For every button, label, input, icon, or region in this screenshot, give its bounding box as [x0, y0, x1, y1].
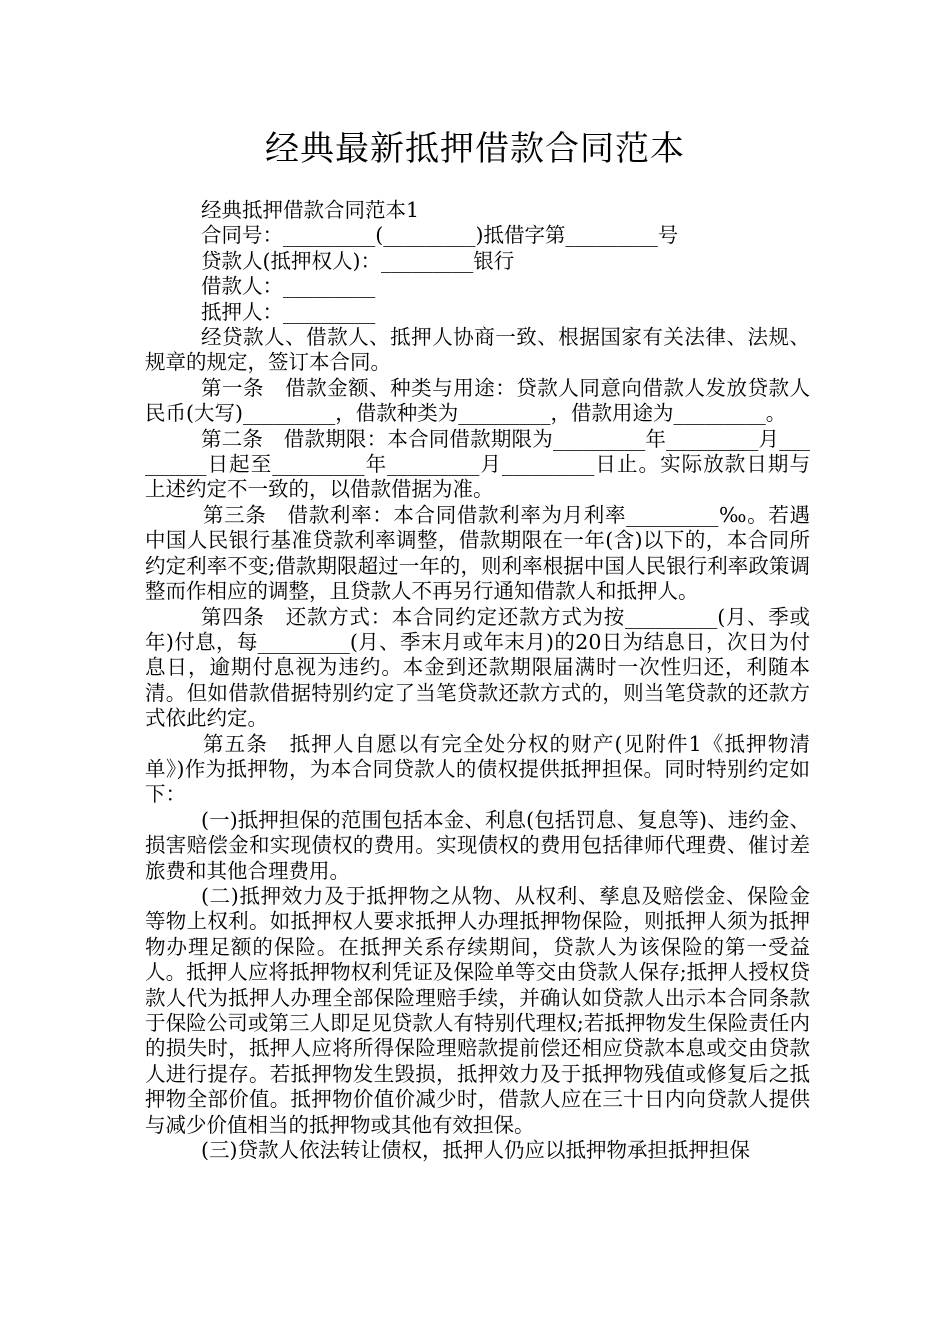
clause-1: (一)抵押担保的范围包括本金、利息(包括罚息、复息等)、违约金、损害赔偿金和实现债权的费用。实现债权的费用包括律师代理费、催讨差旅费和其他合理费用。	[145, 807, 810, 883]
clause-3: (三)贷款人依法转让债权，抵押人仍应以抵押物承担抵押担保	[201, 1138, 750, 1163]
borrower-line: 借款人：_________	[201, 274, 376, 299]
preamble-paragraph: 经贷款人、借款人、抵押人协商一致、根据国家有关法律、法规、规章的规定，签订本合同。	[145, 325, 810, 375]
document-body	[145, 198, 810, 1163]
clause-2: (二)抵押效力及于抵押物之从物、从权利、孳息及赔偿金、保险金等物上权利。如抵押权人要求抵押人办理抵押物保险，则抵押人须为抵押物办理足额的保险。在抵押关系存续期间，贷款人为该保险的第一受益人。抵押人应将抵押物权利凭证及保险单等交由贷款人保存;抵押人授权贷款人代为抵押人办理全部保险理赔手续，并确认如贷款人出示本合同条款于保险公司或第三人即足见贷款人有特别代理权;若抵押物发生保险责任内的损失时，抵押人应将所得保险理赔款提前偿还相应贷款本息或交由贷款人进行提存。若抵押物发生毁损，抵押效力及于抵押物残值或修复后之抵押物全部价值。抵押物价值价减少时，借款人应在三十日内向贷款人提供与减少价值相当的抵押物或其他有效担保。	[145, 883, 810, 1137]
article-3: 第三条 借款利率：本合同借款利率为月利率_________‰。若遇中国人民银行基准贷款利率调整，借款期限在一年(含)以下的，本合同所约定利率不变;借款期限超过一年的，则利率根据中国人民银行利率政策调整而作相应的调整，且贷款人不再另行通知借款人和抵押人。	[145, 502, 810, 604]
lender-line: 贷款人(抵押权人)：_________银行	[201, 248, 515, 273]
mortgagor-line: 抵押人：_________	[201, 299, 376, 324]
contract-number-line: 合同号：_________(_________)抵借字第_________号	[201, 223, 679, 248]
contract-heading: 经典抵押借款合同范本1	[201, 198, 420, 222]
article-4: 第四条 还款方式：本合同约定还款方式为按_________(月、季或年)付息，每_________(月、季末月或年末月)的20日为结息日，次日为付息日，逾期付息视为违约。本金到还款期限届满时一次性归还，利随本清。但如借款借据特别约定了当笔贷款还款方式的，则当笔贷款的还款方式依此约定。	[145, 604, 810, 731]
article-1: 第一条 借款金额、种类与用途：贷款人同意向借款人发放贷款人民币(大写)_________，借款种类为_________，借款用途为_________。	[145, 375, 810, 426]
document-title: 经典最新抵押借款合同范本	[265, 129, 685, 169]
article-5: 第五条 抵押人自愿以有完全处分权的财产(见附件1《抵押物清单》)作为抵押物，为本合同贷款人的债权提供抵押担保。同时特别约定如下：	[145, 731, 810, 807]
article-2: 第二条 借款期限：本合同借款期限为_________年_________月_________日起至_________年_________月_________日止。实际放款日期与上述约定不一致的，以借款借据为准。	[145, 426, 810, 502]
